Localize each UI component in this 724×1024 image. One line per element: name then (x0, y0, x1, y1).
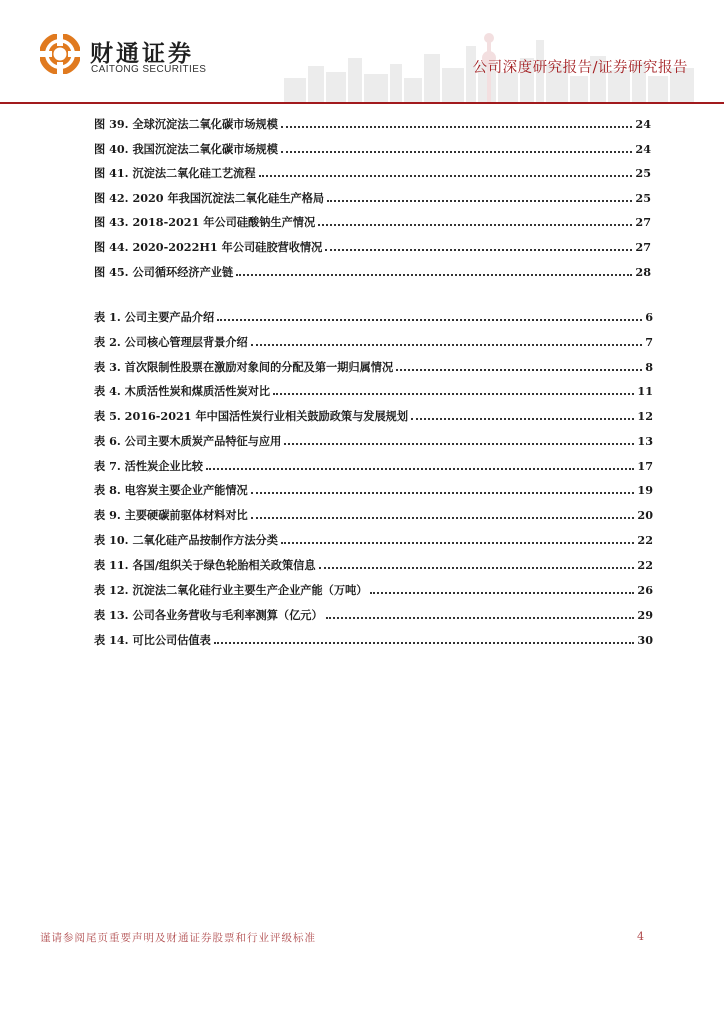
toc-entry-table[interactable] (94, 605, 653, 623)
toc-entry-label: 表 5. 2016-2021 年中国活性炭行业相关鼓励政策与发展规划 (94, 409, 409, 423)
toc-entry-table[interactable] (94, 630, 653, 648)
dot-leader (259, 175, 633, 177)
dot-leader (251, 492, 635, 494)
footer-disclaimer: 谨请参阅尾页重要声明及财通证券股票和行业评级标准 (40, 932, 316, 944)
toc-entry-table[interactable] (94, 456, 653, 474)
dot-leader (214, 642, 635, 644)
report-type-title: 公司深度研究报告/证券研究报告 (472, 60, 688, 76)
dot-leader (319, 567, 635, 569)
dot-leader (281, 126, 633, 128)
toc-entry-table[interactable] (94, 307, 653, 325)
toc-entry-page: 27 (635, 215, 651, 229)
toc-entry-page: 12 (637, 409, 653, 423)
toc-entry-page: 26 (637, 583, 653, 597)
toc-entry-table[interactable] (94, 555, 653, 573)
dot-leader (251, 344, 642, 346)
toc-entry-page: 6 (645, 310, 653, 324)
dot-leader (396, 369, 642, 371)
toc-entry-page: 17 (637, 459, 653, 473)
toc-entry-figure[interactable] (94, 188, 651, 206)
toc-entry-figure[interactable] (94, 139, 651, 157)
toc-entry-page: 13 (637, 434, 653, 448)
dot-leader (281, 151, 633, 153)
toc-entry-label: 表 7. 活性炭企业比较 (94, 459, 203, 473)
dot-leader (236, 274, 632, 276)
toc-entry-label: 表 9. 主要硬碳前驱体材料对比 (94, 508, 248, 522)
dot-leader (370, 592, 634, 594)
toc-entry-table[interactable] (94, 431, 653, 449)
toc-entry-table[interactable] (94, 505, 653, 523)
toc-entry-page: 25 (635, 166, 651, 180)
toc-entry-figure[interactable] (94, 262, 651, 280)
toc-entry-table[interactable] (94, 580, 653, 598)
toc-entry-label: 表 10. 二氧化硅产品按制作方法分类 (94, 533, 278, 547)
toc-entry-label: 表 13. 公司各业务营收与毛利率测算（亿元） (94, 608, 323, 622)
dot-leader (325, 249, 632, 251)
toc-entry-table[interactable] (94, 381, 653, 399)
brand-name-en: CAITONG SECURITIES (91, 64, 207, 75)
toc-entry-page: 8 (645, 360, 653, 374)
toc-entry-page: 7 (645, 335, 653, 349)
toc-entry-page: 29 (637, 608, 653, 622)
toc-entry-label: 图 44. 2020-2022H1 年公司硅胶营收情况 (94, 240, 323, 254)
toc-entry-table[interactable] (94, 357, 653, 375)
toc-entry-table[interactable] (94, 332, 653, 350)
toc-entry-figure[interactable] (94, 114, 651, 132)
toc-entry-label: 表 3. 首次限制性股票在激励对象间的分配及第一期归属情况 (94, 360, 394, 374)
toc-entry-page: 25 (635, 191, 651, 205)
toc-entry-label: 图 42. 2020 年我国沉淀法二氧化硅生产格局 (94, 191, 325, 205)
toc-entry-label: 表 12. 沉淀法二氧化硅行业主要生产企业产能（万吨） (94, 583, 368, 597)
page-number: 4 (637, 930, 644, 943)
dot-leader (327, 200, 632, 202)
toc-entry-page: 19 (637, 483, 653, 497)
toc-entry-label: 图 40. 我国沉淀法二氧化碳市场规模 (94, 142, 278, 156)
toc-entry-page: 22 (637, 558, 653, 572)
toc-entry-page: 24 (635, 117, 651, 131)
dot-leader (281, 542, 635, 544)
toc-entry-label: 表 2. 公司核心管理层背景介绍 (94, 335, 248, 349)
toc-entry-figure[interactable] (94, 237, 651, 255)
toc-entry-label: 图 45. 公司循环经济产业链 (94, 265, 234, 279)
toc-entry-label: 表 4. 木质活性炭和煤质活性炭对比 (94, 384, 271, 398)
toc-entry-table[interactable] (94, 530, 653, 548)
toc-entry-label: 表 14. 可比公司估值表 (94, 633, 211, 647)
caitong-logo-icon (40, 34, 80, 74)
dot-leader (251, 517, 635, 519)
dot-leader (326, 617, 635, 619)
toc-entry-page: 22 (637, 533, 653, 547)
toc-entry-label: 图 39. 全球沉淀法二氧化碳市场规模 (94, 117, 278, 131)
toc-entry-page: 28 (635, 265, 651, 279)
page-header (0, 0, 724, 104)
dot-leader (206, 468, 634, 470)
toc-entry-page: 20 (637, 508, 653, 522)
toc-entry-label: 表 6. 公司主要木质炭产品特征与应用 (94, 434, 282, 448)
toc-entry-label: 表 8. 电容炭主要企业产能情况 (94, 483, 248, 497)
dot-leader (284, 443, 634, 445)
toc-entry-page: 27 (635, 240, 651, 254)
toc-entry-figure[interactable] (94, 163, 651, 181)
toc-entry-label: 表 1. 公司主要产品介绍 (94, 310, 215, 324)
toc-entry-table[interactable] (94, 480, 653, 498)
dot-leader (273, 393, 634, 395)
dot-leader (411, 418, 634, 420)
toc-entry-table[interactable] (94, 406, 653, 424)
toc-entry-label: 图 41. 沉淀法二氧化硅工艺流程 (94, 166, 256, 180)
toc-entry-label: 图 43. 2018-2021 年公司硅酸钠生产情况 (94, 215, 316, 229)
toc-entry-page: 24 (635, 142, 651, 156)
toc-entry-page: 30 (637, 633, 653, 647)
toc-entry-figure[interactable] (94, 212, 651, 230)
toc-entry-label: 表 11. 各国/组织关于绿色轮胎相关政策信息 (94, 558, 316, 572)
brand-name-cn: 财通证券 (90, 41, 194, 67)
header-divider (0, 102, 724, 104)
toc-entry-page: 11 (637, 384, 653, 398)
dot-leader (217, 319, 642, 321)
dot-leader (318, 224, 632, 226)
